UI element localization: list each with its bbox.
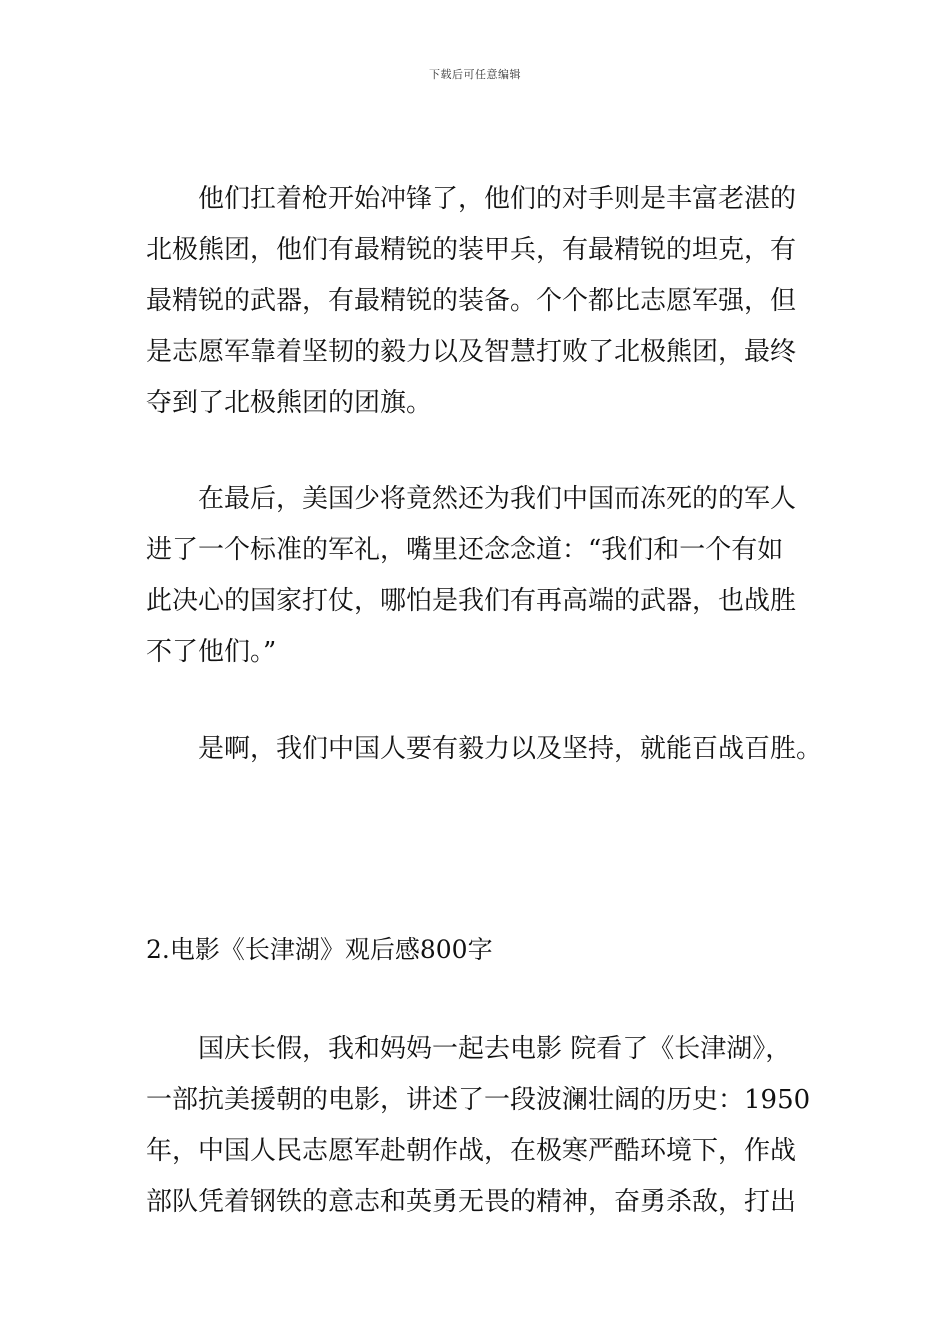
paragraph-line: 国庆长假，我和妈妈一起去电影 院看了《长津湖》， [198, 1034, 792, 1064]
paragraph-charge [146, 174, 808, 429]
paragraph-line: 他们扛着枪开始冲锋了，他们的对手则是丰富老湛的 [198, 184, 797, 214]
paragraph-line: 进了一个标准的军礼，嘴里还念念道：“我们和一个有如 [146, 535, 784, 565]
paragraph-line: 最精锐的武器，有最精锐的装备。个个都比志愿军强，但 [146, 286, 797, 316]
page-header-note: 下载后可任意编辑 [429, 68, 521, 81]
paragraph-line: 夺到了北极熊团的团旗。 [146, 388, 433, 418]
paragraph-line: 是啊，我们中国人要有毅力以及坚持，就能百战百胜。 [198, 734, 823, 764]
paragraph-line: 是志愿军靠着坚韧的毅力以及智慧打败了北极熊团，最终 [146, 337, 797, 367]
paragraph-line: 此决心的国家打仗，哪怕是我们有再高端的武器，也战胜 [146, 586, 797, 616]
paragraph-line: 年，中国人民志愿军赴朝作战，在极寒严酷环境下，作战 [146, 1136, 797, 1166]
paragraph-line: 北极熊团，他们有最精锐的装甲兵，有最精锐的坦克，有 [146, 235, 797, 265]
paragraph-salute [146, 474, 808, 678]
paragraph-line: 部队凭着钢铁的意志和英勇无畏的精神，奋勇杀敌，打出 [146, 1187, 797, 1217]
paragraph-review-intro [146, 1024, 811, 1228]
paragraph-conclusion [146, 724, 823, 775]
paragraph-line: 不了他们。” [146, 637, 277, 667]
section-heading [146, 924, 808, 975]
section-heading-text: 2.电影《长津湖》观后感800字 [146, 935, 493, 964]
paragraph-line: 在最后，美国少将竟然还为我们中国而冻死的的军人 [198, 484, 797, 514]
paragraph-line: 一部抗美援朝的电影，讲述了一段波澜壮阔的历史：1950 [146, 1085, 811, 1115]
